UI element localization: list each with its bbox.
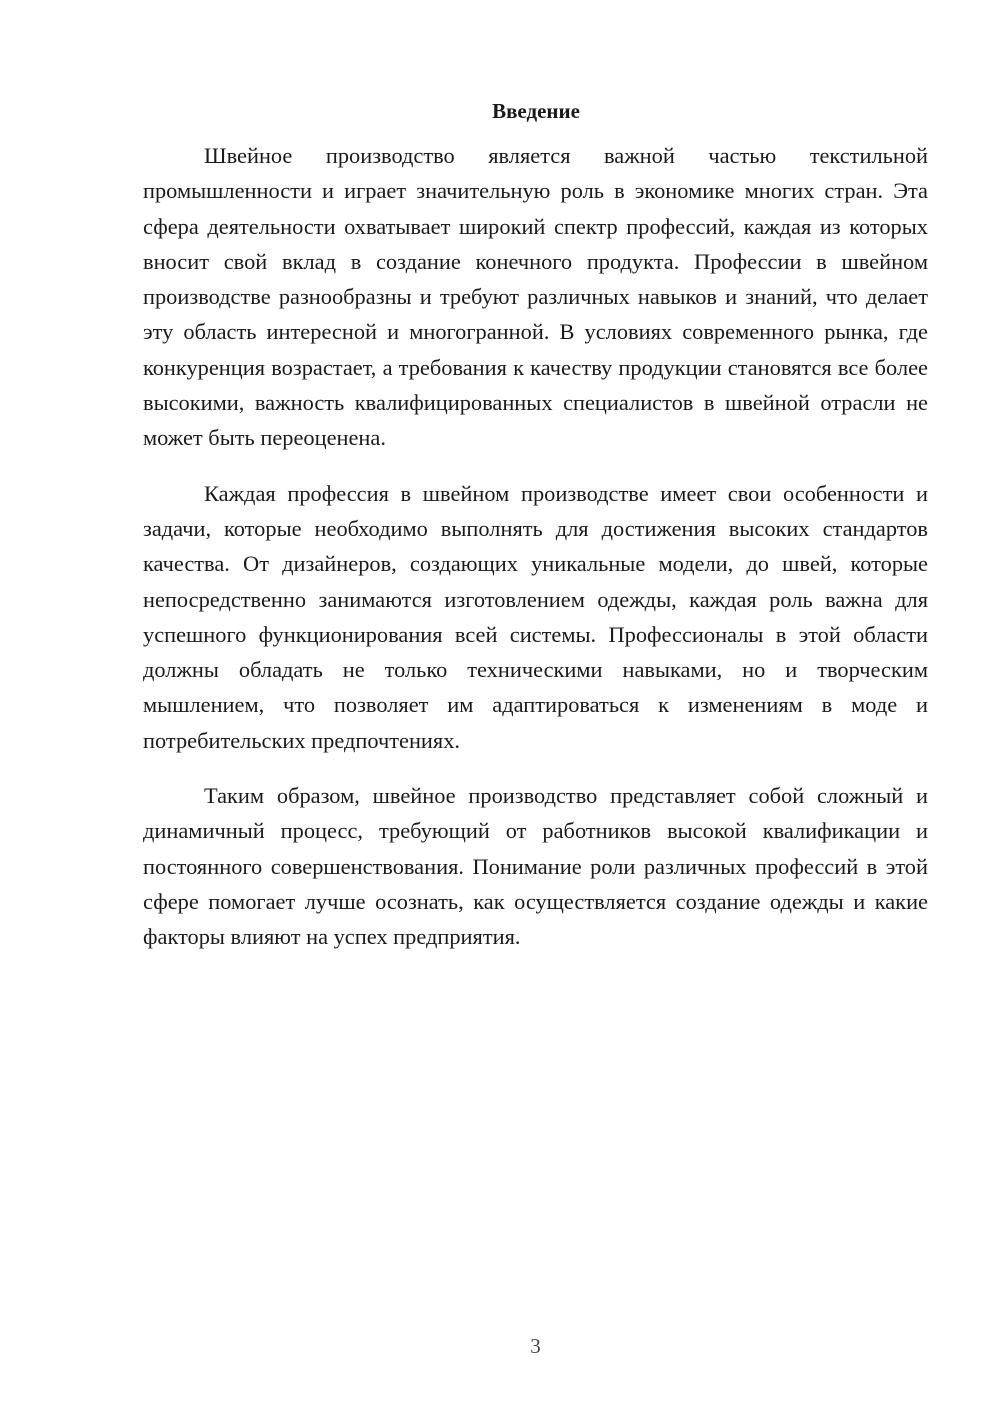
page-body [143,96,928,955]
section-heading: Введение [492,99,580,123]
paragraph-2: Каждая профессия в швейном производстве имеет свои особенности и задачи, которые необходимо выполнять для достижения высоких стандартов качества. От дизайнеров, создающих уникальные модели, до швей, которые непосредственно занимаются изготовлением одежды, каждая роль важна для успешного функционирования всей системы. Профессионалы в этой области должны обладать не только техническими навыками, но и творческим мышлением, что позволяет им адаптироваться к изменениям в моде и потребительских предпочтениях. [143,480,928,753]
paragraph-1: Швейное производство является важной частью текстильной промышленности и играет значительную роль в экономике многих стран. Эта сфера деятельности охватывает широкий спектр профессий, каждая из которых вносит свой вклад в создание конечного продукта. Профессии в швейном производстве разнообразны и требуют различных навыков и знаний, что делает эту область интересной и многогранной. В условиях современного рынка, где конкуренция возрастает, а требования к качеству продукции становятся все более высокими, важность квалифицированных специалистов в швейной отрасли не может быть переоценена. [143,143,928,451]
paragraph-3: Таким образом, швейное производство представляет собой сложный и динамичный процесс, требующий от работников высокой квалификации и постоянного совершенствования. Понимание роли различных профессий в этой сфере помогает лучше осознать, как осуществляется создание одежды и какие факторы влияют на успех предприятия. [143,783,928,950]
page-number: 3 [530,1334,541,1358]
